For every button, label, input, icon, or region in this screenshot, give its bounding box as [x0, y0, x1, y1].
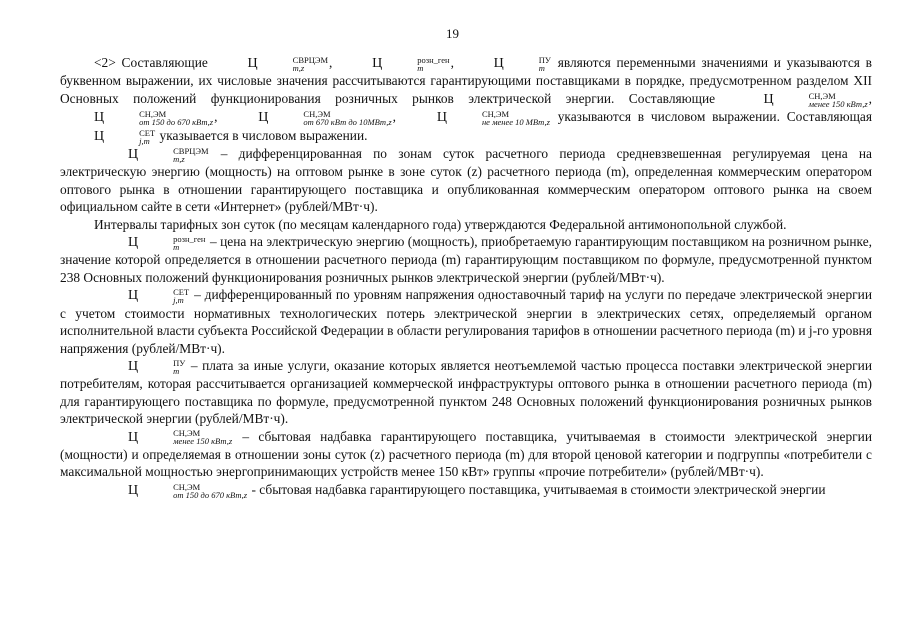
document-body	[60, 54, 872, 499]
symbol-set: Ц СЕТ j,m	[94, 127, 156, 146]
paragraph-pu-definition: Ц ПУ m – плата за иные услуги, оказание которых является неотъемлемой частью процесса поставки электрической энергии потребителям, которая рассчитывается организацией коммерческой инфраструктуры оптового рынка в отношении расчетного периода (m) для гарантирующего поставщика по формуле, предусмотренной пунктом 248 Основных положений функционирования розничных рынков электрической энергии (рублей/МВт·ч).	[60, 357, 872, 427]
paragraph-footnote-2: <2> Составляющие Ц СВРЦЭМ m,z , Ц розн_ген m , Ц ПУ m являются переменными значениями и указываются в буквенном выражении, их числовые значения рассчитываются гарантирующими поставщиками в порядке, предусмотренном разделом XII Основных положений функционирования розничных рынков электрической энергии. Составляющие Ц СН,ЭМ менее 150 кВт,z , Ц СН,ЭМ от 150 до 670 кВт,z , Ц СН,ЭМ от 670 кВт до 10МВт,z , Ц СН,ЭМ не менее 10 МВт,z указываются в числовом выражении. Составляющая Ц СЕТ j,m указывается в числовом выражении.	[60, 54, 872, 146]
paragraph-set-definition: Ц СЕТ j,m – дифференцированный по уровням напряжения одноставочный тариф на услуги по передаче электрической энергии с учетом стоимости нормативных технологических потерь электрической энергии в электрических сетях, определяемый органом исполнительной власти субъекта Российской Федерации в области регулирования тарифов в отношении расчетного периода (m) и j-го уровня напряжения (рублей/МВт·ч).	[60, 287, 872, 356]
paragraph-svrcem-definition: Ц СВРЦЭМ m,z – дифференцированная по зонам суток расчетного периода средневзвешенная регулируемая цена на электрическую энергию (мощность) на оптовом рынке в зоне суток (z) расчетного периода (m), определенная коммерческим оператором оптового рынка в отношении гарантирующего поставщика и опубликованная коммерческим оператором оптового рынка на своем официальном сайте в сети «Интернет» (рублей/МВт·ч).	[60, 145, 872, 215]
paragraph-snzm-150-670-definition: Ц СН,ЭМ от 150 до 670 кВт,z - сбытовая надбавка гарантирующего поставщика, учитываемая в стоимости электрической энергии	[128, 481, 826, 500]
symbol-snzm-150-670: Ц СН,ЭМ от 150 до 670 кВт,z	[94, 109, 214, 128]
symbol-pu: Ц ПУ m	[493, 54, 551, 73]
symbol-rozn-gen: Ц розн_ген m	[372, 54, 450, 73]
symbol-snzm-lt150: Ц СН,ЭМ менее 150 кВт,z	[763, 90, 868, 109]
paragraph-rozn-gen-definition: Ц розн_ген m – цена на электрическую энергию (мощность), приобретаемую гарантирующим поставщиком на розничном рынке, значение которой определяется в отношении расчетного периода (m) гарантирующим поставщиком по формуле, предусмотренной пунктом 238 Основных положений функционирования розничных рынков электрической энергии (рублей/МВт·ч).	[60, 233, 872, 285]
symbol-snzm-670-10: Ц СН,ЭМ от 670 кВт до 10МВт,z	[258, 109, 392, 128]
paragraph-snzm-lt150-definition: Ц СН,ЭМ менее 150 кВт,z – сбытовая надбавка гарантирующего поставщика, учитываемая в стоимости электрической энергии (мощности) и определяемая в отношении зоны суток (z) расчетного периода (m) для второй ценовой категории и подгруппы «потребители с максимальной мощностью энергопринимающих устройств менее 150 кВт» группы «прочие потребители» (рублей/МВт·ч).	[60, 428, 872, 480]
symbol-snzm-ge10: Ц СН,ЭМ не менее 10 МВт,z	[436, 109, 550, 128]
paragraph-tariff-intervals: Интервалы тарифных зон суток (по месяцам календарного года) утверждаются Федеральной антимонопольной службой.	[94, 216, 787, 232]
symbol-svrcem: Ц СВРЦЭМ m,z	[247, 54, 329, 73]
page-number: 19	[446, 26, 459, 41]
